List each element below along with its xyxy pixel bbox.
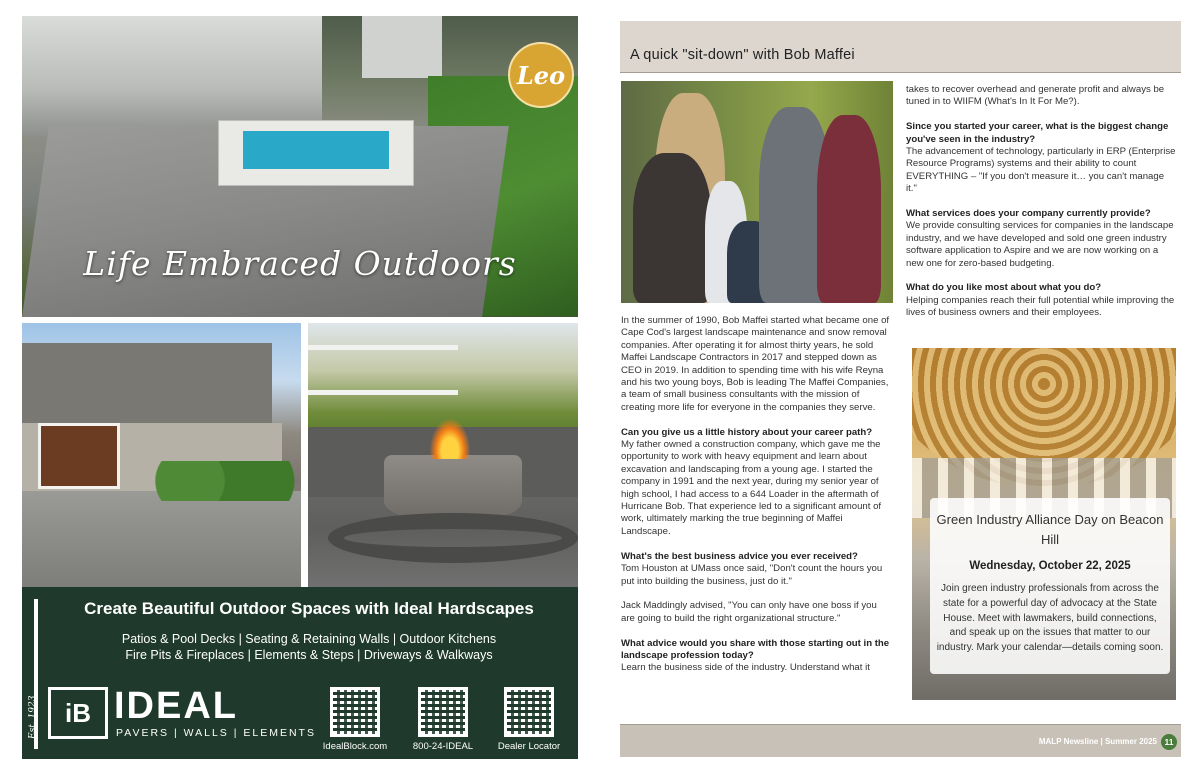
ad-services-line-2: Fire Pits & Fireplaces | Elements & Steps | Driveways & Walkways [125,648,493,662]
ideal-brand-name: IDEAL [114,685,238,727]
qr-code-dealer-locator[interactable] [504,687,554,737]
article-question: What advice would you share with those starting out in the landscape profession today? [621,637,890,661]
event-body: Join green industry professionals from across the state for a powerful day of advocacy at the State House. Meet with lawmakers, build connections, and speak up on the issues that matter to our industry. Mark your calendar—details coming soon. [936,583,1164,654]
hero-house [22,16,322,136]
qr-label-website: IdealBlock.com [322,741,388,752]
hero-tagline: Life Embraced Outdoors [83,244,517,283]
garage-door [38,423,120,489]
article-question: What services does your company currently provide? [906,208,1151,220]
qr-label-phone: 800-24-IDEAL [412,741,474,752]
article-question: Can you give us a little history about your career path? [621,426,873,438]
ad-services-line-1: Patios & Pool Decks | Seating & Retaining Walls | Outdoor Kitchens [121,632,497,646]
event-date: Wednesday, October 22, 2025 [969,560,1131,572]
qr-code-website[interactable] [330,687,380,737]
article-column-right [906,84,1176,332]
article-question: What do you like most about what you do? [906,282,1102,294]
event-announcement [912,348,1176,700]
qr-code-phone[interactable] [418,687,468,737]
ideal-brand-sub: PAVERS | WALLS | ELEMENTS [116,727,316,739]
article-qa [621,551,893,588]
ad-headline: Create Beautiful Outdoor Spaces with Ideal Hardscapes [84,599,534,618]
article-question: What's the best business advice you ever received? [621,550,858,562]
leo-badge-logo [508,42,574,108]
article-paragraph: takes to recover overhead and generate profit and always be tuned in to WIIFM (What's In It For Me?). [906,84,1165,108]
maffei-family-photo [621,81,893,303]
article-column-left [621,315,893,687]
article-qa [906,282,1176,319]
article-paragraph: Jack Maddingly advised, "You can only have one boss if you are going to build the right organizational structure." [621,600,877,624]
ad-services [52,631,566,663]
house-driveway-photo [22,323,301,587]
article-answer: The advancement of technology, particularly in ERP (Enterprise Resource Programs) systems and their ability to count EVERYTHING – "If you don't measure it… you can't manage it." [906,146,1176,195]
leo-badge-text: Leo [516,60,566,90]
article-qa [906,121,1176,195]
article-answer: Learn the business side of the industry. Understand what it [621,662,870,674]
firepit-photo [308,323,578,587]
article-header [620,21,1181,73]
article-qa [621,638,893,675]
article-qa [906,208,1176,270]
article-question: Since you started your career, what is the biggest change you've seen in the industry? [906,121,1169,145]
flame-icon [430,419,470,459]
article-answer: My father owned a construction company, which gave me the opportunity to work with heavy equipment and learn about excavation and landscaping from a young age. I started the company in 1991 and the next year, during my senior year of high school, I had access to a 644 Loader in the aftermath of Hurricane Bob. That experience led to a significant amount of work, ultimately marking the true beginning of Maffei Landscape. [621,439,882,537]
page-footer [620,724,1181,757]
hero-gazebo [362,16,442,78]
article-title: A quick "sit-down" with Bob Maffei [630,47,855,63]
article-answer: We provide consulting services for companies in the landscape industry, and we have developed and sold one green industry software application to Aspire and we are now working on a new one for zero-based budgeting. [906,220,1174,269]
ad-established: Est. 1923 [28,695,38,739]
event-title: Green Industry Alliance Day on Beacon Hill [936,512,1164,547]
firepit [384,455,522,519]
page-number-badge: 11 [1161,734,1177,750]
article-answer: Tom Houston at UMass once said, "Don't count the hours you put into building the business, just do it." [621,563,883,587]
qr-label-dealer-locator: Dealer Locator [497,741,561,752]
footer-publication: MALP Newsline | Summer 2025 [1038,737,1157,746]
article-qa [621,427,893,539]
ideal-logo-mark: iB [48,687,108,739]
article-answer: Helping companies reach their full potential while improving the lives of business owners and their employees. [906,294,1175,319]
article-intro: In the summer of 1990, Bob Maffei started what became one of Cape Cod's largest landscape maintenance and snow removal companies. After operating it for almost thirty years, he sold Maffei Landscape Contractors in 2017 and stepped down as CEO in 2019. In addition to spending time with his wife Reyna and his two young boys, Bob is leading The Maffei Companies, a team of small business consultants with the mission of creating more life for everyone in the companies they serve. [621,315,890,413]
hero-patio-photo [22,16,578,317]
ideal-ad-banner [22,587,578,759]
hero-pool [218,120,414,186]
